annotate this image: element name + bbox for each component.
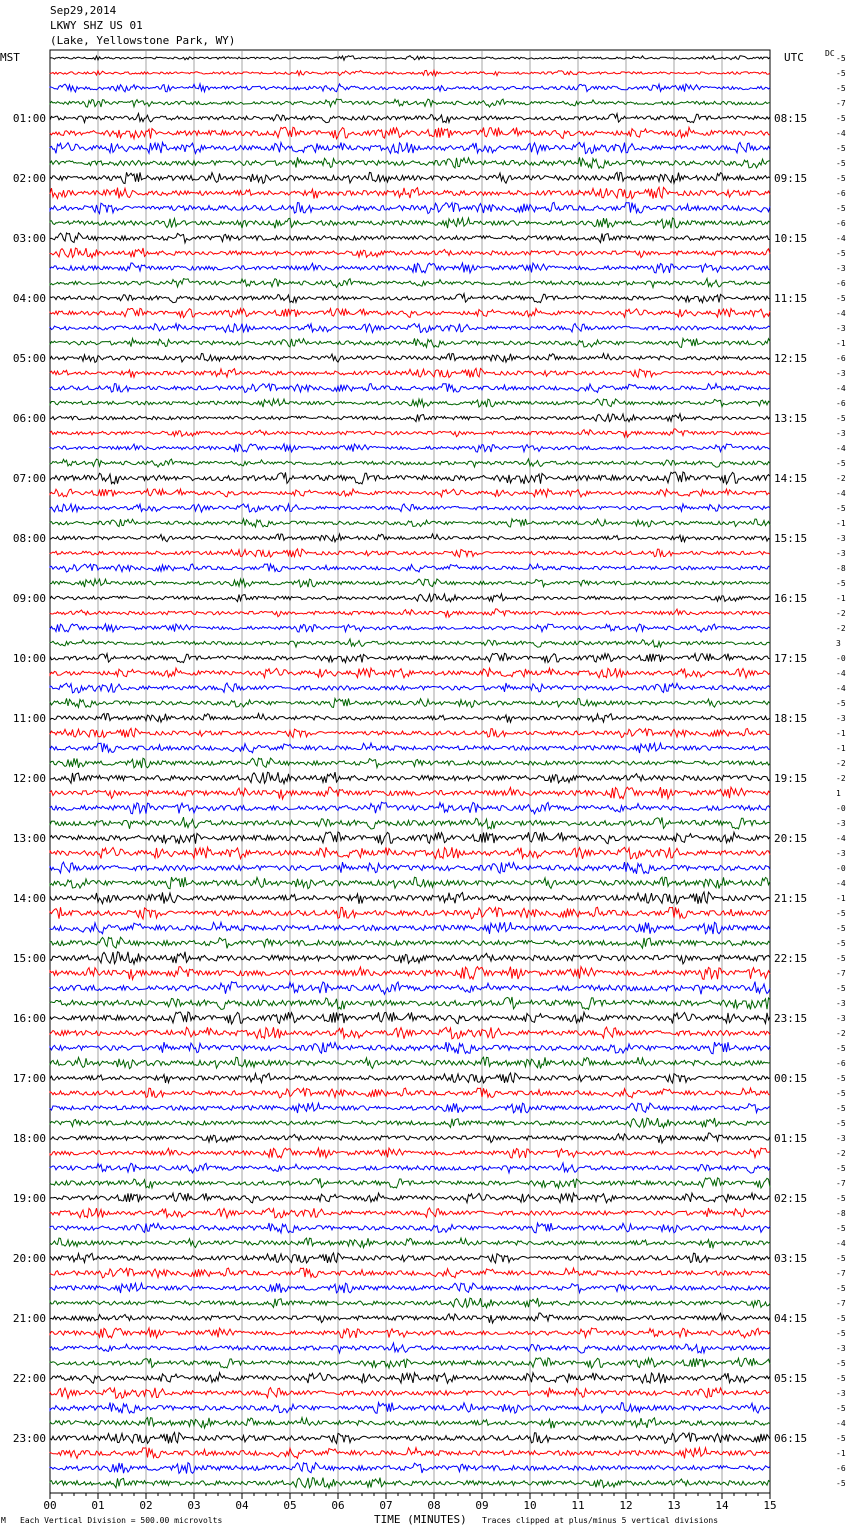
dc-offset-value: -2 xyxy=(836,474,846,483)
seismic-trace xyxy=(50,1328,770,1338)
seismic-trace xyxy=(50,1042,770,1054)
dc-offset-value: -5 xyxy=(836,954,846,963)
dc-offset-value: -5 xyxy=(836,909,846,918)
dc-offset-value: -8 xyxy=(836,1209,846,1218)
right-hour-label: 17:15 xyxy=(774,652,808,665)
seismic-trace xyxy=(50,1448,770,1459)
chart-date: Sep29,2014 xyxy=(50,4,117,17)
seismic-trace xyxy=(50,728,770,737)
seismic-trace xyxy=(50,202,770,213)
seismic-trace xyxy=(50,1118,770,1128)
left-hour-label: 21:00 xyxy=(12,1312,46,1325)
seismic-trace xyxy=(50,758,770,768)
dc-offset-value: -5 xyxy=(836,504,846,513)
seismic-trace xyxy=(50,1103,770,1113)
dc-offset-value: -5 xyxy=(836,1434,846,1443)
dc-offset-value: -1 xyxy=(836,744,846,753)
right-hour-label: 21:15 xyxy=(774,892,808,905)
dc-offset-value: -6 xyxy=(836,189,846,198)
seismic-trace xyxy=(50,1403,770,1414)
dc-offset-value: -5 xyxy=(836,1089,846,1098)
seismic-trace xyxy=(50,892,770,904)
dc-offset-value: -5 xyxy=(836,69,846,78)
dc-offset-value: -3 xyxy=(836,1134,846,1143)
seismic-trace xyxy=(50,399,770,407)
seismic-trace xyxy=(50,877,770,889)
x-tick-label: 09 xyxy=(475,1499,489,1512)
dc-offset-value: -1 xyxy=(836,894,846,903)
dc-offset-value: -5 xyxy=(836,414,846,423)
seismic-trace xyxy=(50,1238,770,1248)
x-tick-label: 06 xyxy=(331,1499,345,1512)
x-tick-label: 00 xyxy=(43,1499,57,1512)
left-hour-label: 04:00 xyxy=(12,292,46,305)
dc-offset-value: -3 xyxy=(836,1344,846,1353)
dc-offset-value: -7 xyxy=(836,1299,846,1308)
seismic-trace xyxy=(50,1163,770,1173)
left-hour-label: 12:00 xyxy=(12,772,46,785)
seismic-trace xyxy=(50,127,770,138)
chart-location: (Lake, Yellowstone Park, WY) xyxy=(50,34,236,47)
vertical-scale-note: Each Vertical Division = 500.00 microvolts xyxy=(20,1516,223,1525)
dc-offset-value: -0 xyxy=(836,804,846,813)
seismic-trace xyxy=(50,338,770,347)
left-hour-label: 23:00 xyxy=(12,1432,46,1445)
seismic-trace xyxy=(50,1298,770,1308)
right-hour-label: 11:15 xyxy=(774,292,808,305)
chart-station: LKWY SHZ US 01 xyxy=(50,19,143,32)
seismic-trace xyxy=(50,1193,770,1203)
right-hour-label: 00:15 xyxy=(774,1072,808,1085)
dc-offset-value: -6 xyxy=(836,219,846,228)
seismic-trace xyxy=(50,668,770,678)
dc-offset-value: 3 xyxy=(836,639,841,648)
dc-offset-value: -3 xyxy=(836,849,846,858)
seismic-trace xyxy=(50,384,770,393)
dc-offset-value: -1 xyxy=(836,339,846,348)
seismic-trace xyxy=(50,997,770,1009)
dc-offset-value: -5 xyxy=(836,1044,846,1053)
seismic-trace xyxy=(50,444,770,452)
dc-offset-value: -5 xyxy=(836,1104,846,1113)
seismic-trace xyxy=(50,1418,770,1429)
left-hour-label: 01:00 xyxy=(12,112,46,125)
seismic-trace xyxy=(50,1433,770,1444)
left-hour-label: 06:00 xyxy=(12,412,46,425)
dc-offset-value: -2 xyxy=(836,759,846,768)
seismic-trace xyxy=(50,187,770,198)
dc-offset-value: -5 xyxy=(836,1479,846,1488)
seismic-trace xyxy=(50,802,770,814)
dc-offset-value: -3 xyxy=(836,1389,846,1398)
seismic-trace xyxy=(50,772,770,784)
dc-offset-value: -1 xyxy=(836,1449,846,1458)
left-hour-label: 10:00 xyxy=(12,652,46,665)
dc-offset-value: -2 xyxy=(836,1149,846,1158)
dc-offset-value: -6 xyxy=(836,399,846,408)
seismic-trace xyxy=(50,922,770,934)
right-hour-label: 13:15 xyxy=(774,412,808,425)
dc-offset-value: -3 xyxy=(836,429,846,438)
seismic-trace xyxy=(50,967,770,980)
seismic-trace xyxy=(50,1057,770,1069)
seismic-trace xyxy=(50,937,770,948)
dc-offset-value: -3 xyxy=(836,264,846,273)
right-hour-label: 19:15 xyxy=(774,772,808,785)
dc-offset-value: -3 xyxy=(836,999,846,1008)
right-hour-label: 18:15 xyxy=(774,712,808,725)
right-hour-label: 10:15 xyxy=(774,232,808,245)
seismic-trace xyxy=(50,324,770,333)
x-tick-label: 12 xyxy=(619,1499,633,1512)
clip-note: Traces clipped at plus/minus 5 vertical divisions xyxy=(482,1516,719,1525)
x-tick-label: 05 xyxy=(283,1499,297,1512)
dc-offset-value: -4 xyxy=(836,1239,846,1248)
dc-offset-value: -5 xyxy=(836,984,846,993)
left-hour-label: 17:00 xyxy=(12,1072,46,1085)
seismic-trace xyxy=(50,1148,770,1158)
seismic-trace xyxy=(50,1358,770,1368)
seismic-trace xyxy=(50,1178,770,1188)
dc-offset-value: -5 xyxy=(836,1194,846,1203)
left-hour-label: 19:00 xyxy=(12,1192,46,1205)
dc-offset-value: 1 xyxy=(836,789,841,798)
seismic-trace xyxy=(50,698,770,707)
seismic-trace xyxy=(50,70,770,75)
dc-offset-value: -4 xyxy=(836,309,846,318)
dc-offset-value: -5 xyxy=(836,1074,846,1083)
right-hour-label: 15:15 xyxy=(774,532,808,545)
seismic-trace xyxy=(50,1268,770,1278)
left-hour-label: 22:00 xyxy=(12,1372,46,1385)
right-hour-label: 03:15 xyxy=(774,1252,808,1265)
dc-offset-value: -5 xyxy=(836,249,846,258)
seismic-trace xyxy=(50,1463,770,1474)
right-hour-label: 08:15 xyxy=(774,112,808,125)
seismic-trace xyxy=(50,354,770,363)
right-hour-label: 12:15 xyxy=(774,352,808,365)
left-hour-label: 14:00 xyxy=(12,892,46,905)
seismic-trace xyxy=(50,278,770,287)
seismic-trace xyxy=(50,1388,770,1399)
dc-offset-value: -5 xyxy=(836,1314,846,1323)
seismic-trace xyxy=(50,847,770,859)
dc-offset-value: -5 xyxy=(836,1164,846,1173)
dc-offset-value: -2 xyxy=(836,774,846,783)
dc-offset-value: -7 xyxy=(836,99,846,108)
dc-offset-value: -5 xyxy=(836,939,846,948)
dc-offset-value: -5 xyxy=(836,699,846,708)
seismic-trace xyxy=(50,172,770,183)
right-hour-label: 02:15 xyxy=(774,1192,808,1205)
dc-offset-value: -6 xyxy=(836,279,846,288)
right-hour-label: 04:15 xyxy=(774,1312,808,1325)
dc-offset-value: -5 xyxy=(836,294,846,303)
dc-offset-value: -1 xyxy=(836,594,846,603)
dc-offset-value: -5 xyxy=(836,144,846,153)
seismic-trace xyxy=(50,1012,770,1024)
dc-offset-value: -2 xyxy=(836,609,846,618)
dc-offset-value: -5 xyxy=(836,174,846,183)
seismic-trace xyxy=(50,263,770,273)
left-hour-label: 05:00 xyxy=(12,352,46,365)
x-tick-label: 15 xyxy=(763,1499,777,1512)
dc-offset-value: -6 xyxy=(836,1059,846,1068)
dc-offset-value: -5 xyxy=(836,1254,846,1263)
dc-offset-value: -3 xyxy=(836,1014,846,1023)
x-tick-label: 13 xyxy=(667,1499,681,1512)
dc-offset-value: -4 xyxy=(836,684,846,693)
seismic-trace xyxy=(50,414,770,422)
dc-offset-value: -4 xyxy=(836,444,846,453)
seismic-trace xyxy=(50,1088,770,1098)
dc-offset-value: -4 xyxy=(836,384,846,393)
right-hour-label: 22:15 xyxy=(774,952,808,965)
seismic-trace xyxy=(50,459,770,467)
seismic-trace xyxy=(50,683,770,693)
seismic-trace xyxy=(50,787,770,799)
dc-offset-value: -7 xyxy=(836,969,846,978)
left-hour-label: 20:00 xyxy=(12,1252,46,1265)
seismic-trace xyxy=(50,817,770,829)
left-hour-label: 16:00 xyxy=(12,1012,46,1025)
seismic-trace xyxy=(50,233,770,243)
seismic-trace xyxy=(50,743,770,753)
seismic-trace xyxy=(50,429,770,437)
seismic-trace xyxy=(50,639,770,647)
dc-offset-value: -5 xyxy=(836,459,846,468)
seismic-trace xyxy=(50,714,770,723)
dc-offset-value: -5 xyxy=(836,54,846,63)
x-tick-label: 03 xyxy=(187,1499,201,1512)
dc-offset-value: -5 xyxy=(836,1374,846,1383)
dc-offset-value: -3 xyxy=(836,819,846,828)
seismic-trace xyxy=(50,1223,770,1233)
x-tick-label: 08 xyxy=(427,1499,441,1512)
dc-offset-value: -0 xyxy=(836,864,846,873)
left-hour-label: 02:00 xyxy=(12,172,46,185)
dc-offset-value: -7 xyxy=(836,1269,846,1278)
seismic-trace xyxy=(50,504,770,512)
dc-offset-value: -5 xyxy=(836,1224,846,1233)
seismic-trace xyxy=(50,624,770,632)
dc-offset-value: -4 xyxy=(836,489,846,498)
seismic-trace xyxy=(50,113,770,122)
seismic-trace xyxy=(50,1373,770,1384)
left-hour-label: 08:00 xyxy=(12,532,46,545)
dc-offset-value: -5 xyxy=(836,1119,846,1128)
dc-offset-value: -2 xyxy=(836,624,846,633)
seismic-trace xyxy=(50,564,770,572)
seismic-trace xyxy=(50,248,770,258)
dc-offset-value: -5 xyxy=(836,1404,846,1413)
dc-offset-value: -5 xyxy=(836,159,846,168)
seismic-trace xyxy=(50,1343,770,1353)
seismic-trace xyxy=(50,653,770,662)
seismic-trace xyxy=(50,99,770,107)
right-hour-label: 16:15 xyxy=(774,592,808,605)
right-hour-label: 06:15 xyxy=(774,1432,808,1445)
dc-label: DC xyxy=(825,49,835,58)
seismic-trace xyxy=(50,308,770,317)
x-tick-label: 04 xyxy=(235,1499,249,1512)
x-tick-label: 11 xyxy=(571,1499,585,1512)
x-tick-label: 02 xyxy=(139,1499,153,1512)
seismic-trace xyxy=(50,1133,770,1143)
dc-offset-value: -5 xyxy=(836,84,846,93)
seismic-trace xyxy=(50,952,770,964)
right-hour-label: 05:15 xyxy=(774,1372,808,1385)
right-timezone-label: UTC xyxy=(784,51,804,64)
seismic-trace xyxy=(50,1253,770,1263)
dc-offset-value: -5 xyxy=(836,924,846,933)
seismic-trace xyxy=(50,368,770,377)
seismic-trace xyxy=(50,519,770,527)
dc-offset-value: -4 xyxy=(836,234,846,243)
seismic-trace xyxy=(50,56,770,61)
seismic-trace xyxy=(50,534,770,542)
x-tick-label: 07 xyxy=(379,1499,393,1512)
left-hour-label: 13:00 xyxy=(12,832,46,845)
dc-offset-value: -4 xyxy=(836,879,846,888)
right-hour-label: 20:15 xyxy=(774,832,808,845)
dc-offset-value: -6 xyxy=(836,1464,846,1473)
dc-offset-value: -5 xyxy=(836,1284,846,1293)
seismic-trace xyxy=(50,142,770,153)
left-hour-label: 15:00 xyxy=(12,952,46,965)
x-axis-title: TIME (MINUTES) xyxy=(374,1513,467,1526)
dc-offset-value: -6 xyxy=(836,354,846,363)
dc-offset-value: -4 xyxy=(836,1419,846,1428)
seismic-trace xyxy=(50,489,770,497)
dc-offset-value: -5 xyxy=(836,204,846,213)
left-hour-label: 11:00 xyxy=(12,712,46,725)
footer-mark: M xyxy=(1,1516,6,1525)
left-hour-label: 07:00 xyxy=(12,472,46,485)
dc-offset-value: -1 xyxy=(836,519,846,528)
seismic-trace xyxy=(50,832,770,844)
seismic-trace xyxy=(50,1283,770,1293)
seismic-trace xyxy=(50,862,770,874)
seismic-trace xyxy=(50,579,770,587)
right-hour-label: 14:15 xyxy=(774,472,808,485)
right-hour-label: 09:15 xyxy=(774,172,808,185)
dc-offset-value: -4 xyxy=(836,669,846,678)
x-tick-label: 01 xyxy=(91,1499,105,1512)
seismic-trace xyxy=(50,84,770,92)
dc-offset-value: -3 xyxy=(836,324,846,333)
dc-offset-value: -4 xyxy=(836,834,846,843)
dc-offset-value: -5 xyxy=(836,579,846,588)
dc-offset-value: -4 xyxy=(836,129,846,138)
seismic-trace xyxy=(50,549,770,557)
seismic-trace xyxy=(50,1478,770,1489)
seismic-trace xyxy=(50,218,770,228)
dc-offset-value: -8 xyxy=(836,564,846,573)
left-timezone-label: MST xyxy=(0,51,20,64)
dc-offset-value: -3 xyxy=(836,369,846,378)
left-hour-label: 09:00 xyxy=(12,592,46,605)
dc-offset-value: -0 xyxy=(836,654,846,663)
dc-offset-value: -3 xyxy=(836,714,846,723)
seismic-trace xyxy=(50,982,770,995)
seismic-trace xyxy=(50,1208,770,1218)
dc-offset-value: -3 xyxy=(836,534,846,543)
seismic-trace xyxy=(50,294,770,303)
dc-offset-value: -5 xyxy=(836,1329,846,1338)
seismic-trace xyxy=(50,472,770,484)
x-tick-label: 10 xyxy=(523,1499,537,1512)
left-hour-label: 18:00 xyxy=(12,1132,46,1145)
seismic-trace xyxy=(50,907,770,919)
right-hour-label: 01:15 xyxy=(774,1132,808,1145)
left-hour-label: 03:00 xyxy=(12,232,46,245)
dc-offset-value: -7 xyxy=(836,1179,846,1188)
seismic-trace xyxy=(50,1313,770,1323)
x-tick-label: 14 xyxy=(715,1499,729,1512)
dc-offset-value: -1 xyxy=(836,729,846,738)
right-hour-label: 23:15 xyxy=(774,1012,808,1025)
dc-offset-value: -5 xyxy=(836,1359,846,1368)
seismic-trace xyxy=(50,157,770,168)
seismic-trace xyxy=(50,1073,770,1083)
seismic-trace xyxy=(50,1027,770,1039)
dc-offset-value: -2 xyxy=(836,1029,846,1038)
dc-offset-value: -5 xyxy=(836,114,846,123)
seismic-trace xyxy=(50,609,770,617)
dc-offset-value: -3 xyxy=(836,549,846,558)
seismic-trace xyxy=(50,594,770,602)
